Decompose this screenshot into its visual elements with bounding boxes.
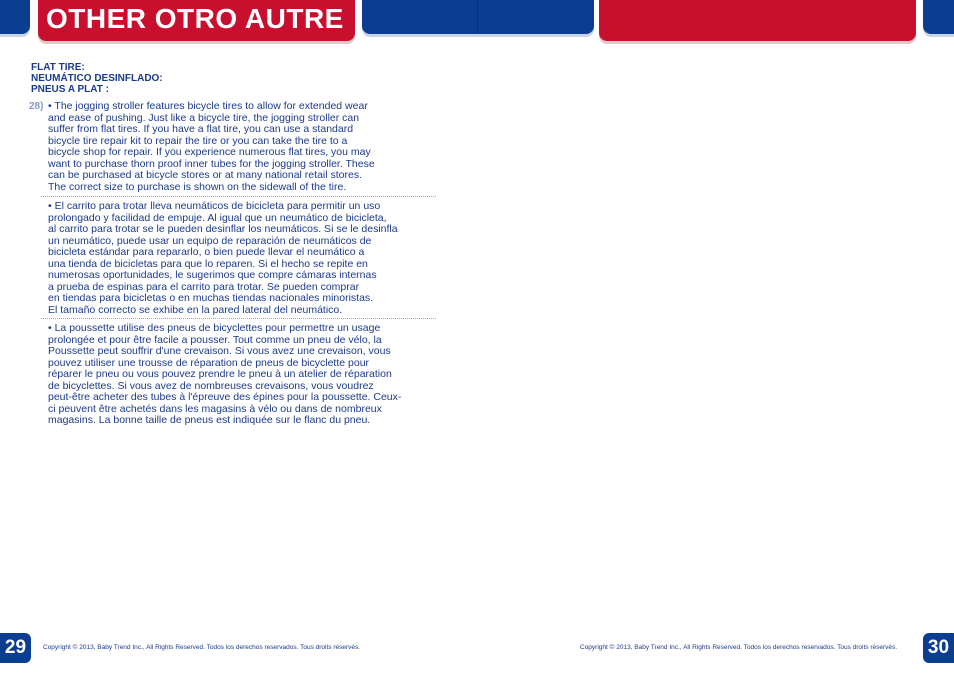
- french-line: peut-être acheter des tubes à l'épreuve des épines pour la poussette. Ceux-: [48, 391, 402, 403]
- copyright-right: Copyright © 2013, Baby Trend Inc., All Rights Reserved. Todos los derechos reservados. Tous droits réservés.: [580, 644, 898, 651]
- divider: [41, 318, 436, 319]
- copyright-left: Copyright © 2013, Baby Trend Inc., All Rights Reserved. Todos los derechos reservados. Tous droits réservés.: [43, 644, 361, 651]
- spanish-line: prolongado y facilidad de empuje. Al igual que un neumático de bicicleta,: [48, 211, 387, 224]
- spanish-line: bicicleta estándar para repararlo, o bien puede llevar el neumático a: [48, 246, 365, 258]
- spanish-line: El tamaño correcto se exhibe en la pared lateral del neumático.: [48, 303, 343, 316]
- spanish-line: a prueba de espinas para el carrito para trotar. Se pueden comprar: [48, 280, 360, 293]
- heading-french: PNEUS A PLAT :: [31, 84, 109, 95]
- english-line: want to purchase thorn proof inner tubes for the jogging stroller. These: [48, 157, 375, 170]
- spanish-paragraph: [48, 201, 398, 316]
- english-line: • The jogging stroller features bicycle tires to allow for extended wear: [48, 100, 368, 112]
- spanish-line: en tiendas para bicicletas o en muchas tiendas nacionales minoristas.: [48, 292, 374, 304]
- section-title-tab: [38, 0, 355, 41]
- french-line: de bicyclettes. Si vous avez de nombreuses crevaisons, vous voudrez: [48, 379, 374, 392]
- english-line: suffer from flat tires. If you have a flat tire, you can use a standard: [48, 123, 354, 135]
- flat-tire-heading: [31, 62, 163, 95]
- french-line: ci peuvent être achetés dans les magasins à vélo ou dans de nombreux: [48, 402, 382, 415]
- divider: [41, 196, 436, 197]
- spanish-line: numerosas oportunidades, le sugerimos que compre cámaras internas: [48, 269, 377, 281]
- english-line: The correct size to purchase is shown on the sidewall of the tire.: [48, 180, 347, 193]
- english-line: and ease of pushing. Just like a bicycle tire, the jogging stroller can: [48, 111, 360, 124]
- spanish-line: • El carrito para trotar lleva neumáticos de bicicleta para permitir un uso: [48, 200, 381, 212]
- heading-spanish: NEUMÁTICO DESINFLADO:: [31, 73, 163, 84]
- page-number-left: 29: [0, 633, 31, 663]
- heading-english: FLAT TIRE:: [31, 62, 85, 73]
- spanish-line: una tienda de bicicletas para que lo reparen. Si el hecho se repite en: [48, 257, 368, 270]
- french-paragraph: [48, 323, 401, 427]
- page-number-right: 30: [923, 633, 954, 663]
- english-paragraph: [48, 101, 375, 193]
- french-line: prolongée et pour être facile a pousser. Tout comme un pneu de vélo, la: [48, 333, 382, 346]
- french-line: • La poussette utilise des pneus de bicyclettes pour permettre un usage: [48, 322, 381, 334]
- english-line: bicycle tire repair kit to repair the tire or you can take the tire to a: [48, 134, 348, 147]
- header-tab-right-stub: [923, 0, 954, 34]
- step-number: 28): [29, 101, 44, 112]
- french-line: réparer le pneu ou vous pouvez prendre le pneu à un atelier de réparation: [48, 368, 392, 380]
- french-line: Poussette peut souffrir d'une crevaison. Si vous avez une crevaison, vous: [48, 345, 391, 357]
- header-tab-blue: [362, 0, 594, 34]
- french-line: magasins. La bonne taille de pneus est indiquée sur le flanc du pneu.: [48, 414, 371, 426]
- spanish-line: un neumático, puede usar un equipo de reparación de neumáticos de: [48, 234, 372, 247]
- english-line: bicycle shop for repair. If you experience numerous flat tires, you may: [48, 146, 371, 158]
- header-tab-left-stub: [0, 0, 30, 34]
- spanish-line: al carrito para trotar se le pueden desinflar los neumáticos. Si se le desinfla: [48, 223, 398, 235]
- english-line: can be purchased at bicycle stores or at many national retail stores.: [48, 169, 362, 181]
- header-tab-red-right: [599, 0, 916, 41]
- french-line: pouvez utiliser une trousse de réparation de pneus de bicyclette pour: [48, 356, 370, 369]
- section-title: OTHER OTRO AUTRE: [46, 3, 344, 34]
